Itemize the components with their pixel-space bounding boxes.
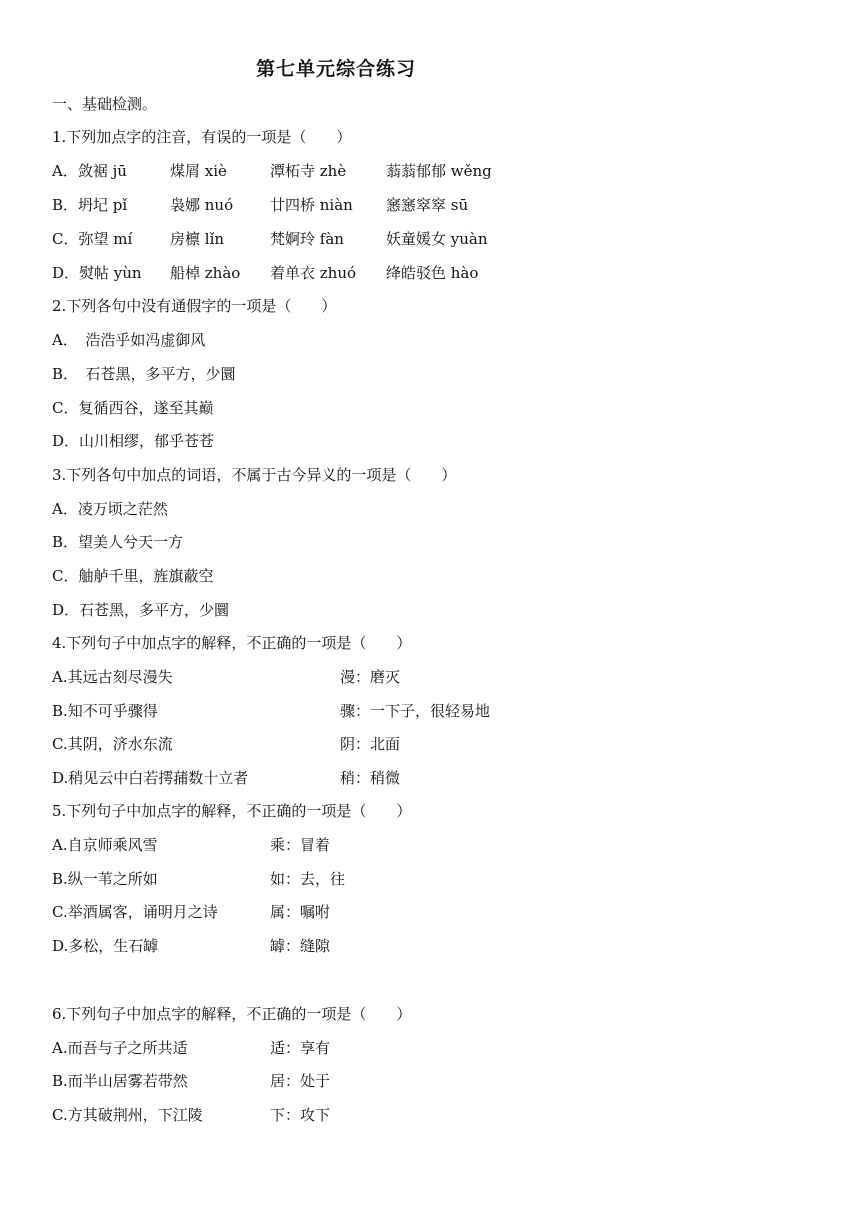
q1-option-d-item-3: 着单衣 zhuó [270,264,357,282]
section-heading: 一、基础检测。 [52,95,158,113]
question-1-stem: 1.下列加点字的注音，有误的一项是（ ） [52,128,352,146]
q5-option-d-explanation: 罅：缝隙 [270,937,331,955]
q1-option-c-item-2: 房檩 lǐn [170,230,225,248]
q4-option-c-explanation: 阴：北面 [340,735,401,753]
q6-option-a-explanation: 适：享有 [270,1039,331,1057]
q6-option-c-explanation: 下：攻下 [270,1106,331,1124]
q4-option-b-sentence: B.知不可乎骤得 [52,702,158,720]
q2-option-b: B． 石苍黑，多平方，少圜 [52,365,236,383]
q5-option-b-sentence: B.纵一苇之所如 [52,870,158,888]
q1-option-d-item-2: 船棹 zhào [170,264,241,282]
q1-option-a-item-2: 煤屑 xiè [170,162,227,180]
q4-option-a-explanation: 漫：磨灭 [340,668,401,686]
q1-option-b-item-1: B．坍圮 pǐ [52,196,128,214]
q5-option-c-sentence: C.举酒属客，诵明月之诗 [52,903,218,921]
q5-option-b-explanation: 如：去，往 [270,870,346,888]
q1-option-a-item-3: 潭柘寺 zhè [270,162,347,180]
q5-option-a-sentence: A.自京师乘风雪 [52,836,158,854]
page-title: 第七单元综合练习 [255,58,416,80]
q5-option-a-explanation: 乘：冒着 [270,836,331,854]
q1-option-b-item-4: 窸窸窣窣 sū [386,196,469,214]
question-6-stem: 6.下列句子中加点字的解释，不正确的一项是（ ） [52,1005,412,1023]
q3-option-c: C．舳舻千里，旌旗蔽空 [52,567,214,585]
q4-option-b-explanation: 骤：一下子，很轻易地 [340,702,491,720]
q3-option-b: B．望美人兮天一方 [52,533,184,551]
q4-option-d-sentence: D.稍见云中白若摴蒱数十立者 [52,769,249,787]
q4-option-d-explanation: 稍：稍微 [340,769,401,787]
q4-option-a-sentence: A.其远古刻尽漫失 [52,668,173,686]
q2-option-c: C．复循西谷，遂至其巅 [52,399,214,417]
q5-option-d-sentence: D.多松，生石罅 [52,937,159,955]
q1-option-c-item-3: 梵婀玲 fàn [270,230,344,248]
q1-option-a-item-1: A．敛裾 jū [52,162,127,180]
q3-option-a: A．凌万顷之茫然 [52,500,168,518]
q6-option-b-sentence: B.而半山居雾若带然 [52,1072,188,1090]
q4-option-c-sentence: C.其阴，济水东流 [52,735,173,753]
q5-option-c-explanation: 属：嘱咐 [270,903,331,921]
q2-option-a: A． 浩浩乎如冯虚御风 [52,331,206,349]
q6-option-c-sentence: C.方其破荆州，下江陵 [52,1106,203,1124]
q6-option-a-sentence: A.而吾与子之所共适 [52,1039,188,1057]
q1-option-d-item-4: 绛皓驳色 hào [386,264,479,282]
q1-option-b-item-3: 廿四桥 niàn [270,196,353,214]
question-3-stem: 3.下列各句中加点的词语，不属于古今异义的一项是（ ） [52,466,457,484]
q1-option-d-item-1: D．熨帖 yùn [52,264,142,282]
question-2-stem: 2.下列各句中没有通假字的一项是（ ） [52,297,337,315]
q1-option-b-item-2: 袅娜 nuó [170,196,234,214]
q6-option-b-explanation: 居：处于 [270,1072,331,1090]
question-4-stem: 4.下列句子中加点字的解释，不正确的一项是（ ） [52,634,412,652]
q1-option-c-item-4: 妖童媛女 yuàn [386,230,488,248]
question-5-stem: 5.下列句子中加点字的解释，不正确的一项是（ ） [52,802,412,820]
q3-option-d: D．石苍黑，多平方，少圜 [52,601,230,619]
q2-option-d: D．山川相缪，郁乎苍苍 [52,432,215,450]
q1-option-a-item-4: 蓊蓊郁郁 wěng [386,162,492,180]
q1-option-c-item-1: C．弥望 mí [52,230,133,248]
